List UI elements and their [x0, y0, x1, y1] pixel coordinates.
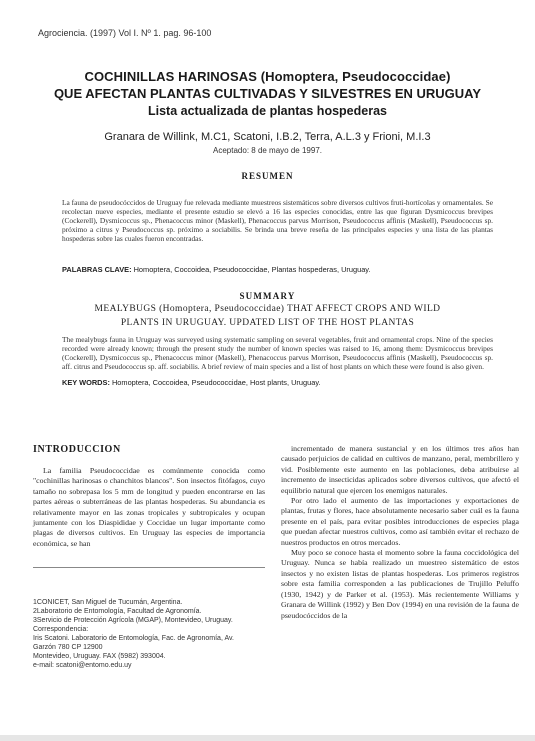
intro-right-column	[281, 444, 519, 621]
authors-line: Granara de Willink, M.C1, Scatoni, I.B.2, Terra, A.L.3 y Frioni, M.I.3	[104, 131, 431, 143]
resumen-heading: RESUMEN	[241, 171, 294, 181]
paper-subtitle: Lista actualizada de plantas hospederas	[148, 104, 387, 118]
accepted-date: Aceptado: 8 de mayo de 1997.	[213, 146, 322, 155]
paper-title-line-2: QUE AFECTAN PLANTAS CULTIVADAS Y SILVESTRES EN URUGUAY	[53, 86, 482, 101]
palabras-clave-label: PALABRAS CLAVE:	[62, 265, 132, 274]
resumen-abstract: La fauna de pseudocóccidos de Uruguay fue relevada mediante muestreos sistemáticos sobre diversos cultivos fruti-hortícolas y ornamentales. Se recolectan nueve especies, mediante el presente estudio se elevó a 16 las especies conocidas, entre las que figuran Dysmicoccus brevipes (Cockerell), Dysmicoccus sp., Phenacoccus minor (Maskell), Phenacoccus parvus Morrison, Pseudococcus affinis (Maskell), Pseudococcus sp. próximo a citrus y Pseudococcus sp. próximo a sociabilis. Se brinda una breve reseña de las principales especies y una lista de las plantas hospederas sobre las cuales fueron encontradas.	[62, 198, 493, 243]
footnote: Garzón 780 CP 12900	[33, 644, 103, 651]
footnote: Montevideo, Uruguay. FAX (5982) 393004.	[33, 653, 166, 660]
footnote: 3Servicio de Protección Agrícola (MGAP), Montevideo, Uruguay.	[33, 617, 233, 624]
key-words	[62, 378, 493, 387]
scan-bottom-edge	[0, 735, 535, 741]
summary-heading: SUMMARY	[239, 291, 296, 301]
key-words-label: KEY WORDS:	[62, 378, 110, 387]
footnote: Iris Scatoni. Laboratorio de Entomología, Fac. de Agronomía, Av.	[33, 635, 234, 642]
introduccion-heading: INTRODUCCION	[33, 444, 121, 455]
footnote-divider	[33, 567, 265, 568]
footnote: 2Laboratorio de Entomología, Facultad de Agronomía.	[33, 608, 202, 615]
intro-paragraph: Muy poco se conoce hasta el momento sobre la fauna coccidológica del Uruguay. Nunca se había realizado un muestreo sistemático de estos insectos y no existen listas de plantas hospederas. Los primeros registros sobre esta familia corresponden a las publicaciones de Trujillo Peluffo (1930, 1942) y de Parker et al. (1953). Más recientemente Williams y Granara de Willink (1992) y Ben Dov (1994) en una revisión de la fauna de pseudocóccidos de la	[281, 548, 519, 620]
palabras-clave	[62, 265, 493, 274]
summary-title	[50, 302, 485, 330]
summary-abstract: The mealybugs fauna in Uruguay was surveyed using systematic sampling on several vegetables, fruit and ornamental crops. Nine of the species recorded were already known; through the present study the number of known species was raised to 16, among them: Dysmicoccus brevipes (Cockerell), Dysmicoccus sp., Phenacoccus minor (Maskell), Phenacoccus parvus Morrison, Pseudococcus affinis (Maskell), Pseudococcus sp. aff. citrus and Pseudococcus sp. aff. sociabilis. A brief review of main species and a list of host plants on which these were found is also given.	[62, 335, 493, 371]
paper-title-line-1: COCHINILLAS HARINOSAS (Homoptera, Pseudococcidae)	[84, 69, 451, 84]
summary-title-line-2: PLANTS IN URUGUAY. UPDATED LIST OF THE HOST PLANTAS	[120, 318, 415, 328]
key-words-text: Homoptera, Coccoidea, Pseudococcidae, Host plants, Uruguay.	[111, 378, 321, 387]
journal-citation: Agrociencia. (1997) Vol I. Nº 1. pag. 96-100	[38, 28, 212, 38]
palabras-clave-text: Homoptera, Coccoidea, Pseudococcidae, Plantas hospederas, Uruguay.	[133, 265, 371, 274]
intro-paragraph: Por otro lado el aumento de las importaciones y exportaciones de plantas, frutas y flores, hace absolutamente necesario saber cuál es la fauna presente en el país, para evitar posibles introducciones de especies plaga que puedan afectar nuestros cultivos, como así también evitar el rechazo de nuestros productos en otros mercados.	[281, 496, 519, 547]
intro-left-column	[33, 466, 265, 549]
summary-title-line-1: MEALYBUGS (Homoptera, Pseudococcidae) THAT AFFECT CROPS AND WILD	[94, 304, 441, 314]
footnote: 1CONICET, San Miguel de Tucumán, Argentina.	[33, 599, 183, 606]
footnotes	[33, 598, 265, 670]
intro-paragraph: La familia Pseudococcidae es comúnmente conocida como "cochinillas harinosas o chanchitos blancos". Son insectos fitófagos, cuyo tamaño no sobrepasa los 5 mm de longitud y pueden encontrarse en las partes aéreas o subterráneas de las plantas hospederas. Su abundancia es relativamente mayor en las zonas tropicales y subtropicales y ocupan juntamente con los Diaspididae y Coccidae un lugar importante como plagas de diversos cultivos. En Uruguay las especies de importancia económica, se han	[33, 466, 265, 548]
intro-paragraph: incrementado de manera sustancial y en los últimos tres años han causado perjuicios de calidad en cultivos de manzano, peral, membrillero y vid. Posiblemente este aumento en las poblaciones, deba atribuirse al incremento de insecticidas aplicados sobre diversos cultivos, que afectó el equilibrio natural que ejercen los enemigos naturales.	[281, 444, 519, 495]
footnote: Correspondencia:	[33, 626, 89, 633]
footnote: e-mail: scatoni@entomo.edu.uy	[33, 662, 132, 669]
